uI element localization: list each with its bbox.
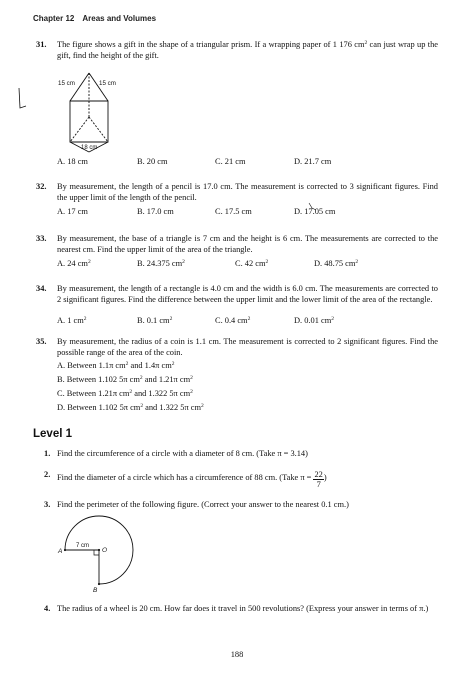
question-number: 1. [44,449,51,458]
q35-option-d: D. Between 1.102 5π $cm^2$ and 1.322 5π $cm^2$ [57,403,204,412]
question-text: The figure shows a gift in the shape of a triangular prism. If a wrapping paper of 1 176 $cm^2$ can just wrap up the gift, find the height of the gift. [57,40,438,60]
question-number: 33. [36,234,47,243]
question-number: 34. [36,284,47,293]
q32-option-d: D. 17.05 cm [294,207,336,216]
prism-side-left-label: 15 cm [58,80,75,87]
q34-option-a: A. 1 $cm^2$ [57,316,87,325]
radius-label: 7 cm [76,543,90,549]
question-text: By measurement, the base of a triangle is 7 cm and the height is 6 cm. The measurements are corrected to the nearest cm. Find the upper limit of the area of the triangle. [57,234,438,254]
question-text: By measurement, the radius of a coin is 1.1 cm. The measurement is corrected to 2 significant figures. Find the possible range of the area of the coin. [57,337,438,357]
question-number: 3. [44,500,51,509]
question-text: Find the circumference of a circle with a diameter of 8 cm. (Take π = 3.14) [57,449,308,458]
point-a-label: A [58,548,63,555]
q31-option-b: B. 20 cm [137,157,168,166]
question-text: Find the perimeter of the following figure. (Correct your answer to the nearest 0.1 cm.) [57,500,349,509]
q33-option-a: A. 24 $cm^2$ [57,259,91,268]
q35-option-a: A. Between 1.1π $cm^2$ and 1.4π $cm^2$ [57,361,175,370]
q33-option-d: D. 48.75 $cm^2$ [314,259,359,268]
question-number: 32. [36,182,47,191]
prism-base-label: 18 cm [81,145,98,151]
fraction-22-over-7: $\frac{22}{7}$ [314,470,323,489]
question-text: By measurement, the length of a pencil is 17.0 cm. The measurement is corrected to 3 significant figures. Find the upper limit of the length of the pencil. [57,182,438,202]
question-number: 2. [44,470,51,479]
q34-option-b: B. 0.1 $cm^2$ [137,316,173,325]
page-number: 188 [230,650,244,659]
point-b-label: B [93,587,98,594]
q31-option-d: D. 21.7 cm [294,157,332,166]
prism-side-right-label: 15 cm [99,80,116,87]
q33-option-b: B. 24.375 $cm^2$ [137,259,185,268]
point-o-label: O [102,547,108,554]
q31-option-c: C. 21 cm [215,157,246,166]
question-text: By measurement, the length of a rectangle is 4.0 cm and the width is 6.0 cm. The measurements are corrected to 2 significant figures. Find the difference between the upper limit and the lower limit of the area of the rectangle. [57,284,438,304]
q33-option-c: C. 42 $cm^2$ [235,259,269,268]
level1-question-4 [38,604,438,615]
question-number: 4. [44,604,51,613]
q32-option-c: C. 17.5 cm [215,207,252,216]
question-text: The radius of a wheel is 20 cm. How far does it travel in 500 revolutions? (Express your answer in terms of π.) [57,604,429,613]
q35-option-c: C. Between 1.21π $cm^2$ and 1.322 5π $cm^2$ [57,389,193,398]
question-number: 31. [36,40,47,49]
chapter-label: Chapter 12 [33,14,75,23]
section-heading-level-1: Level 1 [33,428,72,440]
question-text: Find the diameter of a circle which has a circumference of 88 cm. (Take π = $\frac{22}{7}$ ) [57,470,327,489]
q31-option-a: A. 18 cm [57,157,88,166]
q32-option-a: A. 17 cm [57,207,88,216]
question-number: 35. [36,337,47,346]
q34-option-d: D. 0.01 $cm^2$ [294,316,334,325]
q35-option-b: B. Between 1.102 5π $cm^2$ and 1.21π $cm^2$ [57,375,193,384]
q32-option-b: B. 17.0 cm [137,207,174,216]
q34-option-c: C. 0.4 $cm^2$ [215,316,251,325]
chapter-title: Areas and Volumes [82,14,157,23]
